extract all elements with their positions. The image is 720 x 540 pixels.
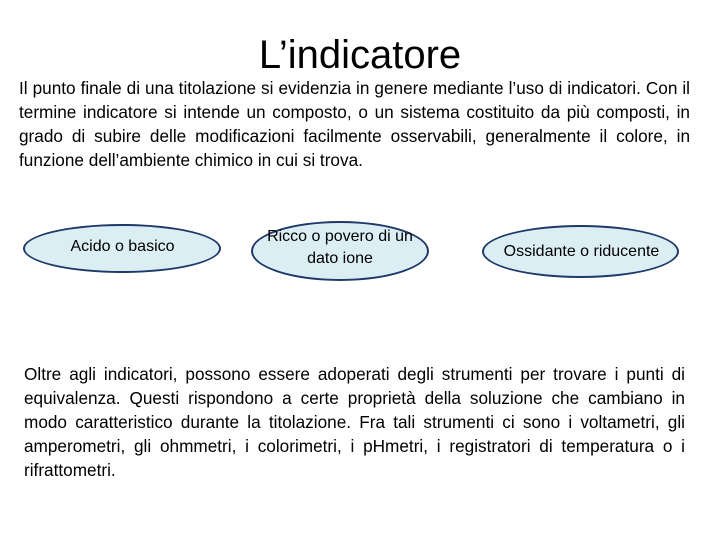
ellipse-oxidizing-reducing	[482, 225, 679, 278]
ellipse-ion-rich-poor	[251, 221, 429, 281]
slide-title: L’indicatore	[258, 32, 462, 77]
ellipse-acid-base	[23, 224, 221, 273]
ellipse-label: Ossidante o riducente	[503, 242, 660, 260]
instruments-paragraph: Oltre agli indicatori, possono essere adoperati degli strumenti per trovare i punti di equivalenza. Questi rispondono a certe proprietà della soluzione che cambiano in modo caratteristico durante la titolazione. Fra tali strumenti ci sono i voltametri, gli amperometri, gli ohmmetri, i colorimetri, i pHmetri, i registratori di temperatura o i rifrattometri.	[24, 364, 685, 481]
ellipse-label: Ricco o povero di un dato ione	[267, 228, 413, 267]
intro-paragraph: Il punto finale di una titolazione si evidenzia in genere mediante l’uso di indicatori. Con il termine indicatore si intende un composto, o un sistema costituito da più composti, in grado di subire delle modificazioni facilmente osservabili, generalmente il colore, in funzione dell’ambiente chimico in cui si trova.	[19, 78, 690, 171]
ellipse-label: Acido o basico	[70, 237, 175, 255]
